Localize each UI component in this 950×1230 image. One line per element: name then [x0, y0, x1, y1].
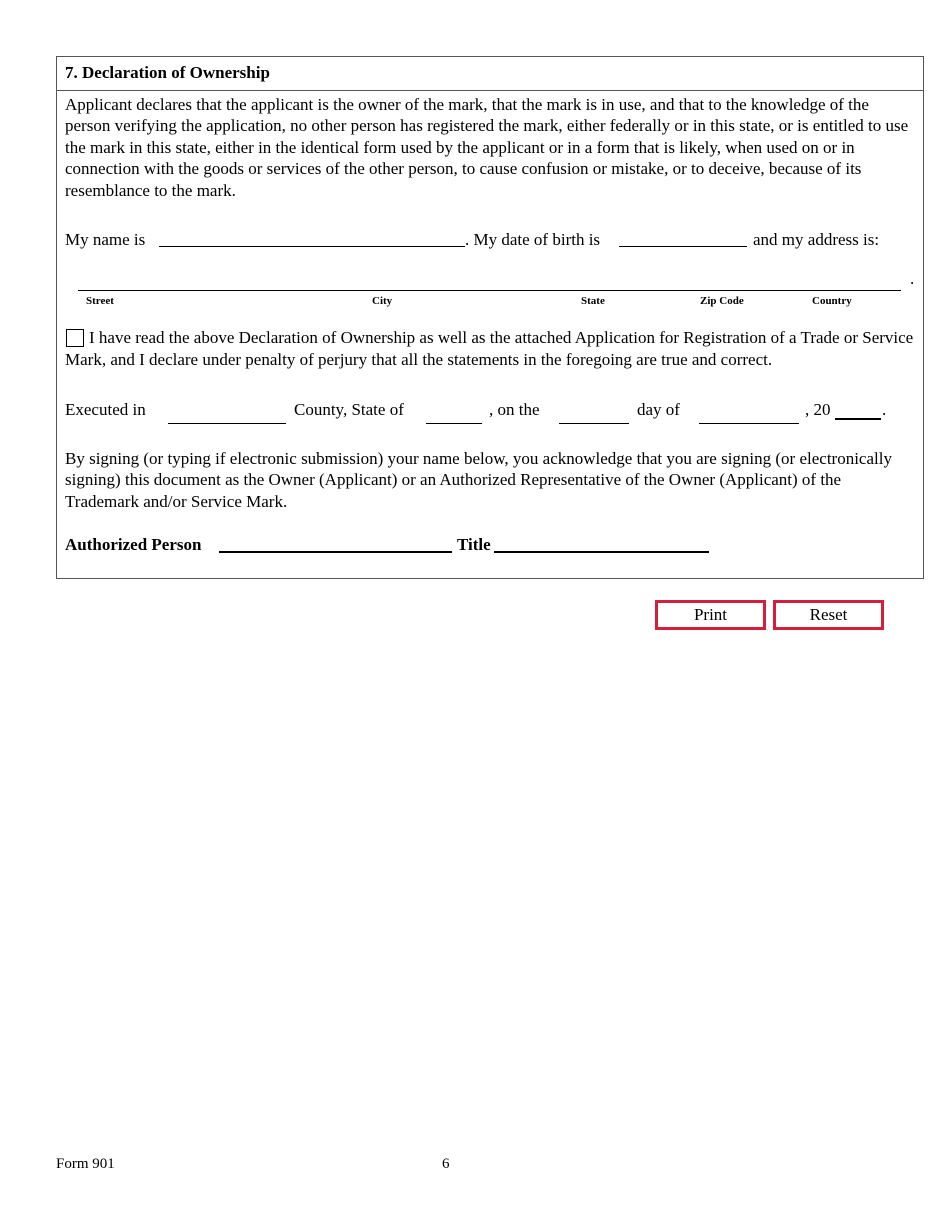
- street-label: Street: [86, 295, 114, 307]
- year-field[interactable]: [835, 418, 881, 420]
- county-state-label: County, State of: [294, 400, 404, 419]
- name-field[interactable]: [159, 246, 465, 247]
- month-field[interactable]: [699, 423, 799, 424]
- county-field[interactable]: [168, 423, 286, 424]
- reset-button[interactable]: Reset: [773, 600, 884, 630]
- year-prefix: , 20: [805, 400, 831, 419]
- address-end-period: .: [910, 269, 915, 288]
- executed-in-label: Executed in: [65, 400, 146, 419]
- country-label: Country: [812, 295, 852, 307]
- day-field[interactable]: [559, 423, 629, 424]
- day-of-label: day of: [637, 400, 680, 419]
- state-label: State: [581, 295, 605, 307]
- form-number: Form 901: [56, 1156, 115, 1172]
- signing-acknowledgement: By signing (or typing if electronic submission) your name below, you acknowledge that you are signing (or electronically signing) this document as the Owner (Applicant) or an Authorized Representative of the Owner (Applicant) of the Trademark and/or Service Mark.: [65, 449, 892, 511]
- page-number: 6: [442, 1156, 450, 1172]
- name-prefix: My name is: [65, 230, 146, 249]
- city-label: City: [372, 295, 393, 307]
- declaration-of-ownership-section: [56, 56, 924, 579]
- state-field[interactable]: [426, 423, 482, 424]
- execution-end-period: .: [882, 400, 887, 419]
- address-prefix: and my address is:: [753, 230, 880, 249]
- title-field[interactable]: [494, 551, 709, 553]
- address-field[interactable]: [78, 290, 901, 291]
- dob-prefix: . My date of birth is: [465, 230, 601, 249]
- zip-code-label: Zip Code: [700, 295, 744, 307]
- certification-text: I have read the above Declaration of Ownership as well as the attached Application for Registration of a Trade or Service Mark, and I declare under penalty of perjury that all the statements in the foregoing are true and correct.: [65, 328, 914, 369]
- title-label: Title: [457, 535, 491, 554]
- section-heading: 7. Declaration of Ownership: [57, 57, 923, 91]
- declaration-text: Applicant declares that the applicant is the owner of the mark, that the mark is in use, and that to the knowledge of the person verifying the application, no other person has registered the mark, either federally or in this state, or is entitled to use the mark in this state, either in the identical form used by the applicant or in a form that is likely, when used on or in connection with the goods or services of the other person, to cause confusion or mistake, or to deceive, because of its resemblance to the mark.: [65, 95, 909, 200]
- on-the-label: , on the: [489, 400, 540, 419]
- print-button[interactable]: Print: [655, 600, 766, 630]
- authorized-person-label: Authorized Person: [65, 535, 202, 554]
- dob-field[interactable]: [619, 246, 747, 247]
- authorized-person-field[interactable]: [219, 551, 452, 553]
